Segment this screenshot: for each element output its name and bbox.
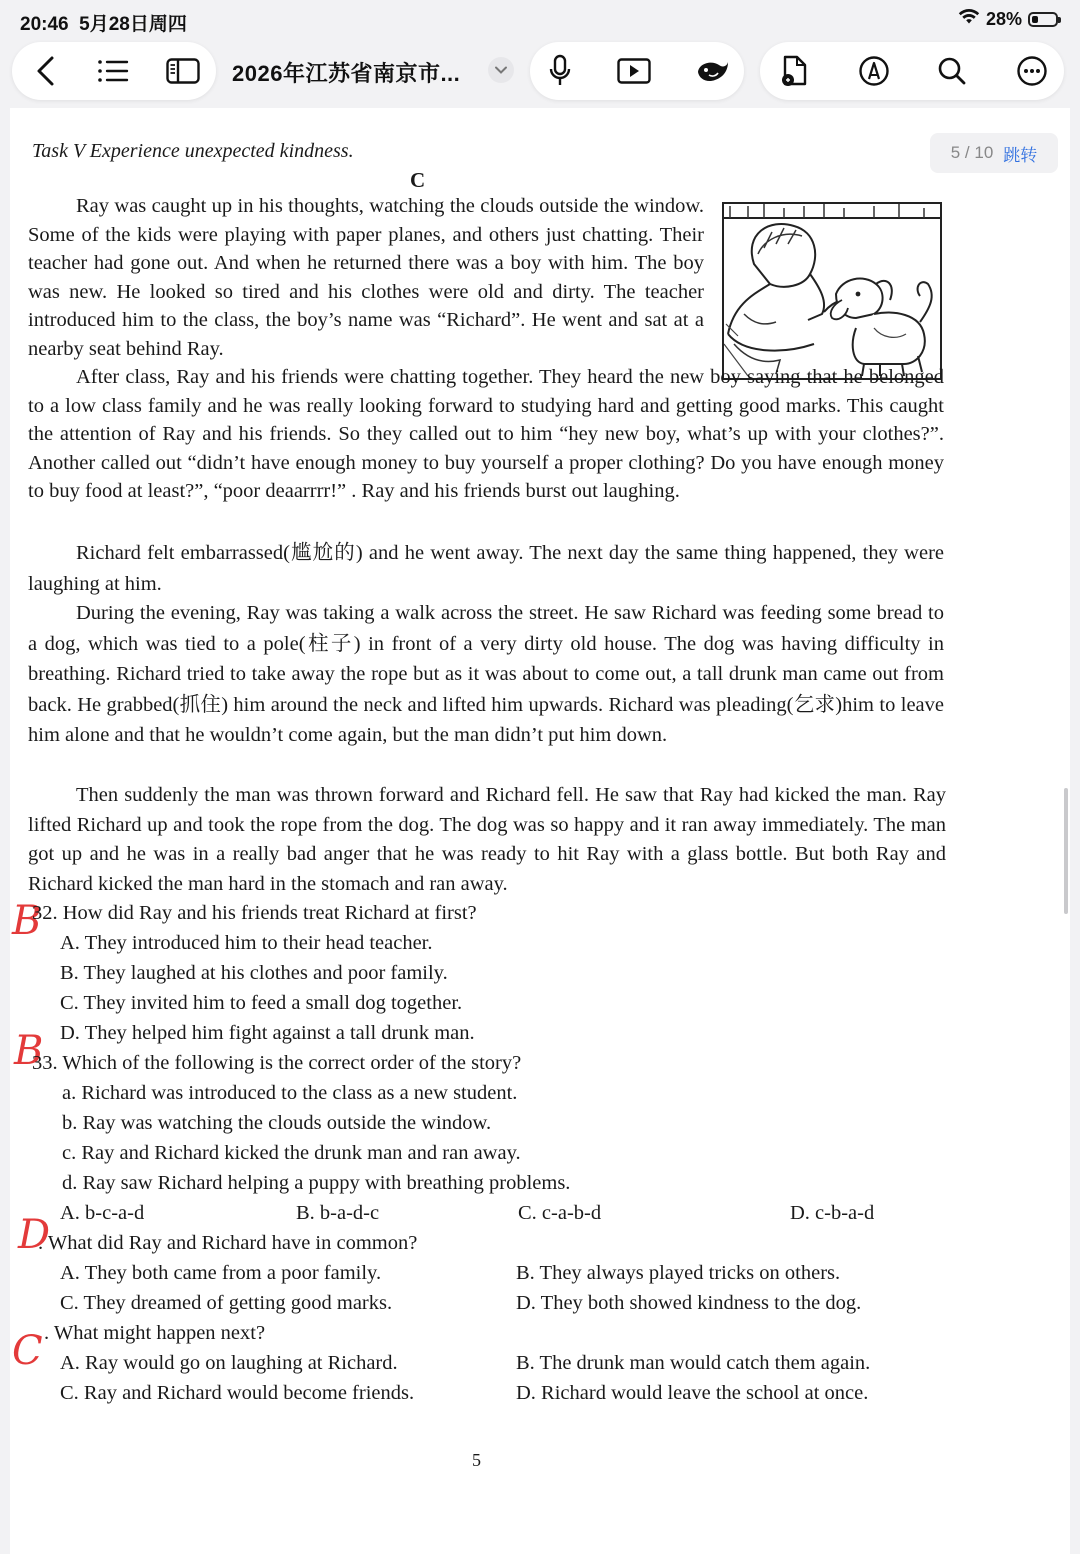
q34-option-c: C. They dreamed of getting good marks. — [60, 1292, 393, 1314]
mic-icon — [548, 54, 572, 88]
document-title[interactable]: 2026年江苏省南京市... — [232, 61, 461, 86]
whale-icon — [695, 58, 729, 84]
media-toolbar — [530, 42, 744, 100]
handwritten-answer-33: B — [14, 1028, 44, 1074]
page-indicator[interactable] — [930, 133, 1058, 173]
q33-item-b: b. Ray was watching the clouds outside the window. — [62, 1112, 492, 1134]
document-page[interactable] — [10, 108, 1070, 1554]
annotate-button[interactable] — [854, 42, 894, 100]
voice-button[interactable] — [540, 42, 580, 100]
title-dropdown-button[interactable] — [488, 57, 514, 83]
q33-item-a: a. Richard was introduced to the class as a new student. — [62, 1082, 518, 1104]
q33-option-d: D. c-b-a-d — [790, 1202, 875, 1224]
illustration-boy-feeding-puppy — [722, 202, 942, 380]
q35-option-c: C. Ray and Richard would become friends. — [60, 1382, 415, 1404]
wifi-icon — [958, 9, 980, 30]
page-counter: 5 / 10 — [950, 143, 994, 162]
page-content — [10, 108, 1070, 1554]
q33-item-c: c. Ray and Richard kicked the drunk man and ran away. — [62, 1142, 521, 1164]
tools-toolbar — [760, 42, 1064, 100]
task-heading: Task V Experience unexpected kindness. — [32, 140, 354, 162]
paragraph-4: During the evening, Ray was taking a walk across the street. He saw Richard was feeding some bread to a dog, which was tied to a pole(柱子) in front of a very dirty old house. The dog was having difficulty in breathing. Richard tried to take away the rope but as it was about to come out, a tall drunk man came out from back. He grabbed(抓住) him around the neck and lifted him upwards. Richard was pleading(乞求)him to leave him alone and that he wouldn’t come again, but the man didn’t put him down. — [28, 602, 944, 746]
jump-button[interactable]: 跳转 — [1003, 145, 1038, 165]
q33-option-c: C. c-a-b-d — [518, 1202, 602, 1224]
audio-document-button[interactable] — [774, 42, 814, 100]
status-bar — [0, 0, 1080, 40]
list-icon — [97, 59, 129, 83]
search-icon — [937, 56, 967, 86]
q32-option-d: D. They helped him fight against a tall drunk man. — [60, 1022, 475, 1044]
paragraph-1: Ray was caught up in his thoughts, watching the clouds outside the window. Some of the kids were playing with paper planes, and others just chatting. Their teacher had gone out. And when he returned there was a boy with him. The boy was new. He looked so tired and his clothes were old and dirty. The teacher introduced him to the class, the boy’s name was “Richard”. He went and sat at a nearby seat behind Ray. — [28, 195, 704, 360]
chevron-down-icon — [494, 65, 508, 75]
handwritten-answer-34: D — [18, 1212, 51, 1258]
more-icon — [1016, 55, 1048, 87]
outline-button[interactable] — [88, 42, 138, 100]
back-icon — [34, 55, 56, 87]
q32-option-b: B. They laughed at his clothes and poor family. — [60, 962, 448, 984]
page-number: 5 — [472, 1450, 481, 1470]
q35-option-d: D. Richard would leave the school at once. — [516, 1382, 869, 1404]
q33-option-b: B. b-a-d-c — [296, 1202, 380, 1224]
question-34: . What did Ray and Richard have in common? — [38, 1232, 418, 1254]
question-33: 33. Which of the following is the correct order of the story? — [32, 1052, 522, 1074]
ai-assistant-button[interactable] — [690, 42, 734, 100]
paragraph-3: Richard felt embarrassed(尴尬的) and he went away. The next day the same thing happened, they were laughing at him. — [28, 542, 944, 595]
document-audio-icon — [779, 54, 809, 88]
q34-option-d: D. They both showed kindness to the dog. — [516, 1292, 862, 1314]
vertical-scrollbar[interactable] — [1064, 788, 1068, 914]
nav-toolbar — [12, 42, 216, 100]
q35-option-a: A. Ray would go on laughing at Richard. — [60, 1352, 398, 1374]
q35-option-b: B. The drunk man would catch them again. — [516, 1352, 871, 1374]
sidebar-icon — [166, 58, 200, 84]
pen-icon — [858, 55, 890, 87]
q34-option-a: A. They both came from a poor family. — [60, 1262, 382, 1284]
back-button[interactable] — [20, 42, 70, 100]
play-button[interactable] — [614, 42, 654, 100]
battery-icon — [1028, 12, 1058, 27]
q33-option-a: A. b-c-a-d — [60, 1202, 145, 1224]
status-time: 20:46 5月28日周四 — [20, 14, 187, 35]
question-35: . What might happen next? — [44, 1322, 266, 1344]
q34-option-b: B. They always played tricks on others. — [516, 1262, 841, 1284]
battery-percent: 28% — [985, 9, 1022, 29]
q33-item-d: d. Ray saw Richard helping a puppy with breathing problems. — [62, 1172, 571, 1194]
status-right — [958, 9, 1058, 30]
paragraph-5: Then suddenly the man was thrown forward and Richard fell. He saw that Ray had kicked the man. Ray lifted Richard up and took the rope from the dog. The dog was so happy and it ran away immediately. The man got up and he was in a really bad anger that he was ready to hit Ray with a glass bottle. But both Ray and Richard kicked the man hard in the stomach and ran away. — [28, 784, 946, 895]
handwritten-answer-35: C — [12, 1328, 43, 1374]
more-button[interactable] — [1010, 42, 1054, 100]
q32-option-c: C. They invited him to feed a small dog together. — [60, 992, 463, 1014]
search-button[interactable] — [932, 42, 972, 100]
handwritten-answer-32: B — [12, 898, 42, 944]
question-32: 32. How did Ray and his friends treat Richard at first? — [32, 902, 477, 924]
sidebar-button[interactable] — [158, 42, 208, 100]
section-letter: C — [410, 168, 426, 192]
paragraph-2: After class, Ray and his friends were chatting together. They heard the new boy saying that he belonged to a low class family and he was really looking forward to studying hard and getting good marks. This caught the attention of Ray and his friends. So they called out to him “hey new boy, what’s up with your clothes?”. Another called out “didn’t have enough money to buy yourself a proper clothing? Do you have enough money to buy food at least?”, “poor deaarrrr!” . Ray and his friends burst out laughing. — [28, 366, 944, 503]
q32-option-a: A. They introduced him to their head teacher. — [60, 932, 433, 954]
play-icon — [617, 58, 651, 84]
